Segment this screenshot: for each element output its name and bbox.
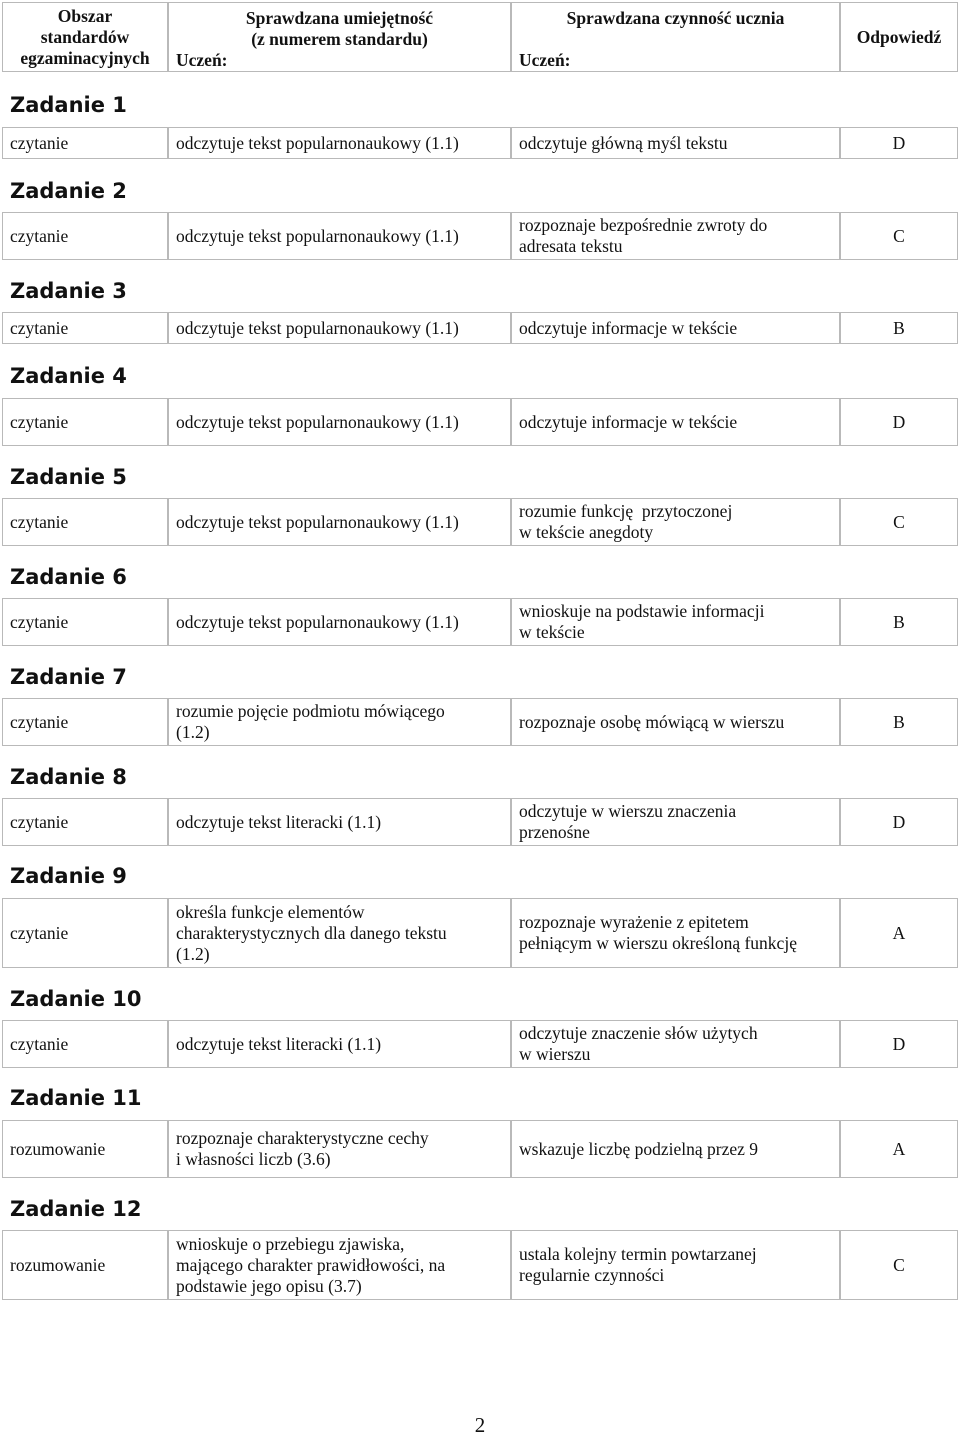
skill-cell — [168, 798, 511, 846]
answer-text: B — [893, 611, 905, 632]
skill-cell — [168, 312, 511, 344]
task-title: Zadanie 5 — [10, 465, 127, 489]
task-title: Zadanie 11 — [10, 1086, 142, 1110]
task-title: Zadanie 6 — [10, 565, 127, 589]
area-text: rozumowanie — [10, 1138, 106, 1159]
area-cell — [2, 1020, 168, 1068]
skill-text: określa funkcje elementów — [176, 901, 365, 922]
skill-text: odczytuje tekst popularnonaukowy (1.1) — [176, 611, 459, 632]
answer-text: C — [893, 1254, 905, 1275]
answer-cell — [840, 498, 958, 546]
area-text: czytanie — [10, 411, 69, 432]
skill-cell — [168, 1230, 511, 1300]
answer-cell — [840, 798, 958, 846]
page-number: 2 — [474, 1413, 486, 1437]
activity-cell — [511, 212, 840, 260]
answer-text: D — [892, 1033, 906, 1054]
activity-text: rozumie funkcję przytoczonej — [519, 501, 733, 521]
activity-text: pełniącym w wierszu określoną funkcję — [519, 933, 797, 953]
header-activity-sub: Uczeń: — [519, 50, 571, 70]
area-text: czytanie — [10, 922, 69, 943]
area-text: czytanie — [10, 1033, 69, 1054]
answer-cell — [840, 698, 958, 746]
activity-cell — [511, 398, 840, 446]
skill-text: odczytuje tekst literacki (1.1) — [176, 811, 382, 832]
skill-text: odczytuje tekst popularnonaukowy (1.1) — [176, 511, 459, 532]
area-text: czytanie — [10, 711, 69, 732]
activity-text: adresata tekstu — [519, 236, 623, 256]
header-skill — [168, 2, 511, 72]
area-text: czytanie — [10, 317, 69, 338]
task-title: Zadanie 4 — [10, 364, 127, 388]
activity-cell — [511, 1230, 840, 1300]
area-cell — [2, 312, 168, 344]
answer-text: D — [892, 811, 906, 832]
activity-cell — [511, 798, 840, 846]
skill-text: podstawie jego opisu (3.7) — [176, 1275, 362, 1296]
area-cell — [2, 1230, 168, 1300]
activity-text: odczytuje znaczenie słów użytych — [519, 1023, 758, 1043]
header-answer — [840, 2, 958, 72]
area-cell — [2, 598, 168, 646]
header-area — [2, 2, 168, 72]
area-cell — [2, 212, 168, 260]
area-cell — [2, 898, 168, 968]
skill-text: odczytuje tekst popularnonaukowy (1.1) — [176, 411, 459, 432]
activity-cell — [511, 598, 840, 646]
header-area-line: standardów — [40, 26, 130, 47]
skill-cell — [168, 498, 511, 546]
skill-cell — [168, 898, 511, 968]
task-title: Zadanie 1 — [10, 93, 127, 117]
task-title: Zadanie 2 — [10, 179, 127, 203]
activity-text: odczytuje informacje w tekście — [519, 411, 738, 432]
skill-text: (1.2) — [176, 943, 210, 964]
answer-text: C — [893, 511, 905, 532]
area-cell — [2, 1120, 168, 1178]
header-answer-label: Odpowiedź — [856, 26, 942, 47]
answer-text: D — [892, 411, 906, 432]
answer-cell — [840, 598, 958, 646]
task-title: Zadanie 9 — [10, 864, 127, 888]
skill-cell — [168, 127, 511, 159]
activity-text: rozpoznaje bezpośrednie zwroty do — [519, 215, 768, 235]
activity-text: regularnie czynności — [519, 1265, 665, 1285]
area-text: czytanie — [10, 511, 69, 532]
activity-text: rozpoznaje wyrażenie z epitetem — [519, 912, 749, 932]
skill-cell — [168, 598, 511, 646]
answer-cell — [840, 1230, 958, 1300]
activity-cell — [511, 698, 840, 746]
answer-cell — [840, 398, 958, 446]
answer-cell — [840, 212, 958, 260]
header-area-line: egzaminacyjnych — [20, 47, 150, 68]
activity-cell — [511, 1020, 840, 1068]
activity-text: odczytuje główną myśl tekstu — [519, 132, 728, 153]
skill-text: charakterystycznych dla danego tekstu — [176, 922, 447, 943]
task-title: Zadanie 7 — [10, 665, 127, 689]
skill-text: odczytuje tekst literacki (1.1) — [176, 1033, 382, 1054]
area-text: czytanie — [10, 611, 69, 632]
header-activity-title: Sprawdzana czynność ucznia — [566, 8, 785, 28]
header-skill-title: (z numerem standardu) — [251, 29, 428, 49]
area-cell — [2, 398, 168, 446]
activity-text: w tekście — [519, 622, 585, 642]
activity-cell — [511, 127, 840, 159]
activity-text: odczytuje w wierszu znaczenia — [519, 801, 737, 821]
answer-cell — [840, 1020, 958, 1068]
answer-cell — [840, 898, 958, 968]
activity-text: rozpoznaje osobę mówiącą w wierszu — [519, 711, 785, 732]
activity-text: wskazuje liczbę podzielną przez 9 — [519, 1138, 759, 1159]
activity-text: przenośne — [519, 822, 590, 842]
task-title: Zadanie 10 — [10, 987, 142, 1011]
header-skill-sub: Uczeń: — [176, 50, 228, 70]
activity-text: w wierszu — [519, 1044, 591, 1064]
skill-cell — [168, 398, 511, 446]
activity-text: ustala kolejny termin powtarzanej — [519, 1244, 757, 1264]
area-cell — [2, 798, 168, 846]
skill-text: odczytuje tekst popularnonaukowy (1.1) — [176, 225, 459, 246]
skill-text: rozpoznaje charakterystyczne cechy — [176, 1128, 429, 1148]
answer-text: C — [893, 225, 905, 246]
answer-cell — [840, 1120, 958, 1178]
task-title: Zadanie 8 — [10, 765, 127, 789]
answer-text: A — [892, 1138, 906, 1159]
skill-cell — [168, 1120, 511, 1178]
answer-cell — [840, 127, 958, 159]
area-text: czytanie — [10, 225, 69, 246]
answer-text: D — [892, 132, 906, 153]
area-cell — [2, 127, 168, 159]
header-skill-title: Sprawdzana umiejętność — [245, 8, 434, 28]
activity-text: odczytuje informacje w tekście — [519, 317, 738, 338]
skill-cell — [168, 212, 511, 260]
area-text: czytanie — [10, 811, 69, 832]
skill-text: odczytuje tekst popularnonaukowy (1.1) — [176, 317, 459, 338]
task-title: Zadanie 12 — [10, 1197, 142, 1221]
activity-cell — [511, 498, 840, 546]
skill-text: (1.2) — [176, 722, 210, 742]
skill-cell — [168, 1020, 511, 1068]
answer-text: A — [892, 922, 906, 943]
area-cell — [2, 498, 168, 546]
header-area-line: Obszar — [57, 5, 113, 26]
activity-cell — [511, 312, 840, 344]
activity-text: wnioskuje na podstawie informacji — [519, 601, 765, 621]
answer-text: B — [893, 711, 905, 732]
header-activity — [511, 2, 840, 72]
skill-text: rozumie pojęcie podmiotu mówiącego — [176, 701, 445, 721]
area-cell — [2, 698, 168, 746]
activity-cell — [511, 898, 840, 968]
answer-cell — [840, 312, 958, 344]
answer-text: B — [893, 317, 905, 338]
task-title: Zadanie 3 — [10, 279, 127, 303]
skill-text: i własności liczb (3.6) — [176, 1149, 331, 1169]
skill-cell — [168, 698, 511, 746]
activity-text: w tekście anegdoty — [519, 522, 654, 542]
skill-text: mającego charakter prawidłowości, na — [176, 1254, 446, 1275]
activity-cell — [511, 1120, 840, 1178]
area-text: czytanie — [10, 132, 69, 153]
area-text: rozumowanie — [10, 1254, 106, 1275]
skill-text: odczytuje tekst popularnonaukowy (1.1) — [176, 132, 459, 153]
skill-text: wnioskuje o przebiegu zjawiska, — [176, 1233, 405, 1254]
